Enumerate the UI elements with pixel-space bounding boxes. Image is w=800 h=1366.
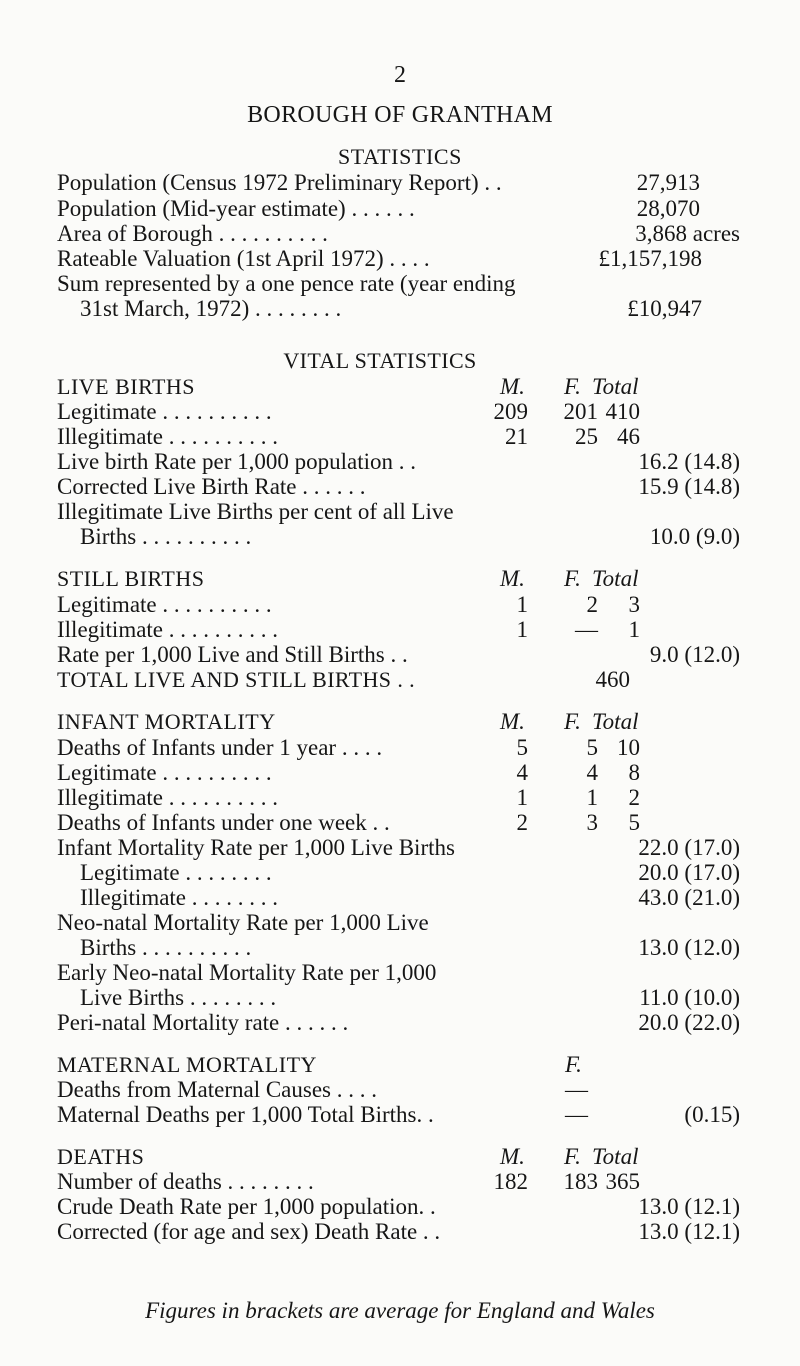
cell-total: 410 — [605, 399, 640, 424]
cell-total: 46 — [617, 424, 640, 449]
cell-total: 10 — [617, 735, 640, 760]
cell-total: 8 — [628, 760, 640, 785]
total-births-value: 460 — [595, 667, 630, 692]
row-label: Births . . . . . . . . . . — [80, 935, 252, 960]
stat-label: 31st March, 1972) . . . . . . . . — [80, 296, 342, 321]
row-label: Number of deaths . . . . . . . . — [57, 1169, 314, 1194]
column-header-m: M. — [500, 566, 525, 591]
cell-f: 25 — [575, 424, 598, 449]
column-header-f: F. — [564, 374, 581, 399]
cell-m: 1 — [516, 785, 528, 810]
footnote: Figures in brackets are average for England and Wales — [145, 1298, 655, 1323]
cell-rate: 13.0 (12.0) — [638, 935, 740, 960]
row-label: Illegitimate . . . . . . . . . . — [57, 617, 279, 642]
live-births-heading: LIVE BIRTHS — [57, 374, 196, 399]
infant-mortality-heading: INFANT MORTALITY — [57, 709, 276, 734]
column-header-m: M. — [500, 374, 525, 399]
page-title: BOROUGH OF GRANTHAM — [247, 102, 553, 128]
row-label: Early Neo-natal Mortality Rate per 1,000 — [57, 960, 437, 985]
cell-rate: (0.15) — [684, 1102, 740, 1127]
cell-total: 1 — [628, 617, 640, 642]
stat-value: £1,157,198 — [598, 246, 702, 271]
row-label: Live birth Rate per 1,000 population . . — [57, 449, 416, 474]
cell-total: 3 — [628, 592, 640, 617]
cell-f: 5 — [586, 735, 598, 760]
column-header-f: F. — [564, 566, 581, 591]
cell-total: 2 — [628, 785, 640, 810]
deaths-heading: DEATHS — [57, 1144, 145, 1169]
still-births-heading: STILL BIRTHS — [57, 566, 205, 591]
row-label: Deaths of Infants under 1 year . . . . — [57, 735, 383, 760]
row-label: Live Births . . . . . . . . — [80, 985, 277, 1010]
cell-rate: 13.0 (12.1) — [638, 1194, 740, 1219]
cell-m: 2 — [516, 810, 528, 835]
column-header-f: F. — [564, 709, 581, 734]
cell-total: 5 — [628, 810, 640, 835]
maternal-mortality-heading: MATERNAL MORTALITY — [57, 1052, 317, 1077]
stat-value: 28,070 — [636, 196, 700, 221]
row-label: Legitimate . . . . . . . . . . — [57, 399, 272, 424]
cell-rate: 13.0 (12.1) — [638, 1219, 740, 1244]
row-label: Illegitimate . . . . . . . . . . — [57, 785, 279, 810]
cell-f: 201 — [563, 399, 598, 424]
cell-rate: 43.0 (21.0) — [638, 885, 740, 910]
cell-f: 1 — [586, 785, 598, 810]
row-label: Births . . . . . . . . . . — [80, 524, 252, 549]
row-label: Deaths of Infants under one week . . — [57, 810, 390, 835]
cell-f: — — [575, 617, 598, 642]
row-label: Neo-natal Mortality Rate per 1,000 Live — [57, 910, 429, 935]
row-label: Illegitimate Live Births per cent of all Live — [57, 499, 454, 524]
cell-total: 365 — [605, 1169, 640, 1194]
cell-rate: 20.0 (17.0) — [638, 860, 740, 885]
stat-label: Population (Mid-year estimate) . . . . . . — [57, 196, 415, 221]
cell-rate: 9.0 (12.0) — [649, 642, 740, 667]
row-label: Corrected (for age and sex) Death Rate . . — [57, 1219, 441, 1244]
cell-rate: 11.0 (10.0) — [639, 985, 740, 1010]
column-header-total: Total — [592, 566, 639, 591]
column-header-m: M. — [500, 709, 525, 734]
column-header-f: F. — [564, 1144, 581, 1169]
cell-f: 2 — [586, 592, 598, 617]
cell-m: 5 — [516, 735, 528, 760]
cell-m: 21 — [505, 424, 528, 449]
cell-rate: 20.0 (22.0) — [638, 1010, 740, 1035]
stat-label: Sum represented by a one pence rate (year ending — [57, 271, 516, 296]
stat-value: £10,947 — [627, 296, 702, 321]
cell-f: 3 — [586, 810, 598, 835]
stat-value: 27,913 — [636, 170, 700, 195]
row-label: Legitimate . . . . . . . . . . — [57, 592, 272, 617]
cell-m: 4 — [516, 760, 528, 785]
cell-rate: 10.0 (9.0) — [649, 524, 740, 549]
stat-label: Area of Borough . . . . . . . . . . — [57, 221, 328, 246]
column-header-f: F. — [565, 1052, 582, 1077]
cell-m: 1 — [516, 617, 528, 642]
row-label: Legitimate . . . . . . . . — [80, 860, 272, 885]
cell-m: 209 — [493, 399, 528, 424]
cell-m: 182 — [493, 1169, 528, 1194]
row-label: Maternal Deaths per 1,000 Total Births. . — [57, 1102, 434, 1127]
stat-label: Population (Census 1972 Preliminary Report) . . — [57, 170, 502, 195]
total-births-label: TOTAL LIVE AND STILL BIRTHS . . — [57, 667, 416, 692]
cell-m: 1 — [516, 592, 528, 617]
row-label: Crude Death Rate per 1,000 population. . — [57, 1194, 436, 1219]
page-number: 2 — [394, 62, 406, 88]
cell-f: 183 — [563, 1169, 598, 1194]
cell-f: 4 — [586, 760, 598, 785]
cell-rate: 16.2 (14.8) — [638, 449, 740, 474]
row-label: Corrected Live Birth Rate . . . . . . — [57, 474, 366, 499]
row-label: Peri-natal Mortality rate . . . . . . — [57, 1010, 349, 1035]
statistics-heading: STATISTICS — [337, 144, 463, 169]
cell-rate: 15.9 (14.8) — [638, 474, 740, 499]
column-header-total: Total — [592, 1144, 639, 1169]
column-header-m: M. — [500, 1144, 525, 1169]
row-label: Rate per 1,000 Live and Still Births . . — [57, 642, 408, 667]
vital-statistics-heading: VITAL STATISTICS — [283, 348, 477, 373]
cell-rate: 22.0 (17.0) — [638, 835, 740, 860]
column-header-total: Total — [592, 374, 639, 399]
row-label: Infant Mortality Rate per 1,000 Live Births — [57, 835, 455, 860]
row-label: Illegitimate . . . . . . . . . . — [57, 424, 279, 449]
stat-label: Rateable Valuation (1st April 1972) . . . . — [57, 246, 430, 271]
row-label: Illegitimate . . . . . . . . — [80, 885, 279, 910]
column-header-total: Total — [592, 709, 639, 734]
stat-value: 3,868 acres — [635, 221, 740, 246]
cell-f: — — [565, 1077, 588, 1102]
row-label: Legitimate . . . . . . . . . . — [57, 760, 272, 785]
cell-f: — — [565, 1102, 588, 1127]
row-label: Deaths from Maternal Causes . . . . — [57, 1077, 378, 1102]
